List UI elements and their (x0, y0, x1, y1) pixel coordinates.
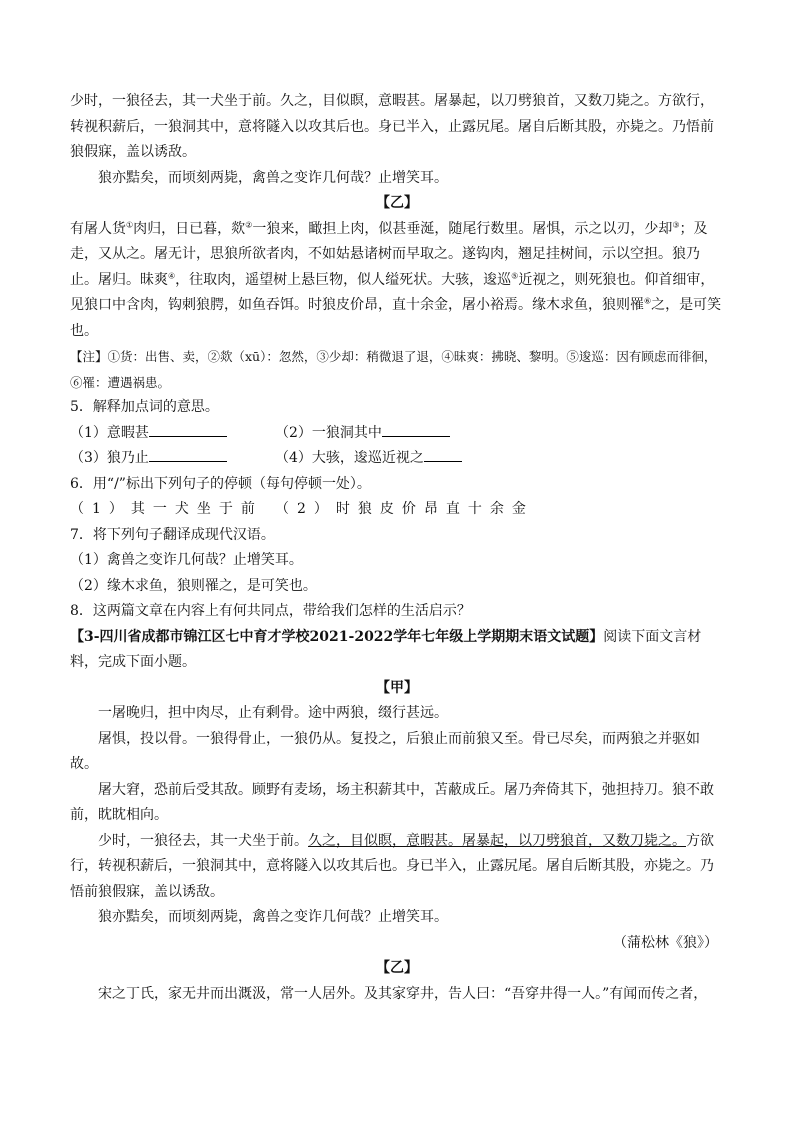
answer-blank[interactable] (149, 422, 227, 437)
answer-blank[interactable] (382, 422, 450, 437)
jia-paragraph: 屠惧，投以骨。一狼得骨止，一狼仍从。复投之，后狼止而前狼又至。骨已尽矣，而两狼之并驱如故。 (70, 730, 700, 772)
question-8-title: 8．这两篇文章在内容上有何共同点，带给我们怎样的生活启示？ (70, 603, 471, 619)
question-7-title: 7．将下列句子翻译成现代汉语。 (70, 526, 275, 543)
annotation-note: 【注】①货：出售、卖，②欻（xū）：忽然，③少却：稍微退了退，④昧爽：拂晓、黎明。⑤逡巡：因有顾虑而徘徊，⑥罹：遭遇祸患。 (70, 349, 717, 390)
jia-paragraph: 屠大窘，恐前后受其敌。顾野有麦场，场主积薪其中，苫蔽成丘。屠乃奔倚其下，弛担持刀。狼不敢前，眈眈相向。 (70, 781, 714, 823)
question-7-item: （1）禽兽之变诈几何哉？止增笑耳。 (70, 552, 303, 568)
section-3-intro: 【3-四川省成都市锦江区七中育才学校2021-2022学年七年级上学期期末语文试题】阅读下面文言材料，完成下面小题。 (70, 628, 702, 670)
question-7-item: （2）缘木求鱼，狼则罹之，是可笑也。 (70, 577, 317, 594)
passage-paragraph: 少时，一狼径去，其一犬坐于前。久之，目似瞑，意暇甚。屠暴起，以刀劈狼首，又数刀毙之。方欲行，转视积薪后，一狼洞其中，意将隧入以攻其后也。身已半入，止露尻尾。屠自后断其股，亦毙之。乃悟前狼假寐，盖以诱敌。 (70, 93, 714, 160)
passage-paragraph: 狼亦黠矣，而顷刻两毙，禽兽之变诈几何哉？止增笑耳。 (98, 169, 448, 186)
section-heading-yi: 【乙】 (376, 195, 418, 211)
question-6-row: （1）其一犬坐于前 （2）时狼皮价昂直十余金 (70, 501, 534, 517)
yi-passage: 有屠人货①肉归，日已暮，欻②一狼来，瞰担上肉，似甚垂涎，随尾行数里。屠惧，示之以刃，少却③；及走，又从之。屠无计，思狼所欲者肉，不如姑悬诸树而早取之。遂钩肉，翘足挂树间，示以空担。狼乃止。屠归。昧爽④，往取肉，遥望树上悬巨物，似人缢死状。大骇，逡巡⑤近视之，则死狼也。仰首细审，见狼口中含肉，钩刺狼腭，如鱼吞饵。时狼皮价昂，直十余金，屠小裕焉。缘木求鱼，狼则罹⑥之，是可笑也。 (70, 219, 722, 339)
question-5-row: （3）狼乃止 （4）大骇，逡巡近视之 (70, 446, 724, 472)
jia-paragraph: 一屠晚归，担中肉尽，止有剩骨。途中两狼，缀行甚远。 (98, 705, 448, 721)
yi2-paragraph: 宋之丁氏，家无井而出溉汲，常一人居外。及其家穿井，告人曰：“吾穿井得一人。”有闻而传之者， (98, 985, 708, 1002)
question-5-title: 5．解释加点词的意思。 (70, 399, 219, 415)
section-heading-jia: 【甲】 (376, 679, 418, 696)
section-heading-yi-2: 【乙】 (376, 960, 418, 976)
jia-paragraph: 少时，一狼径去，其一犬坐于前。久之，目似瞑，意暇甚。屠暴起，以刀劈狼首，又数刀毙之。方欲行，转视积薪后，一狼洞其中，意将隧入以攻其后也。身已半入，止露尻尾。屠自后断其股，亦毙之。乃悟前狼假寐，盖以诱敌。 (70, 832, 714, 900)
answer-blank[interactable] (424, 447, 462, 462)
answer-blank[interactable] (149, 447, 227, 462)
jia-paragraph: 狼亦黠矣，而顷刻两毙，禽兽之变诈几何哉？止增笑耳。 (98, 909, 448, 925)
question-5-row: （1）意暇甚 （2）一狼洞其中 (70, 421, 724, 447)
attribution: （蒲松林《狼》） (613, 934, 718, 951)
underlined-sentence: 久之，目似瞑，意暇甚。屠暴起，以刀劈狼首，又数刀毙之。 (308, 832, 686, 849)
question-6-title: 6．用“/”标出下列句子的停顿（每句停顿一处）。 (70, 475, 371, 492)
